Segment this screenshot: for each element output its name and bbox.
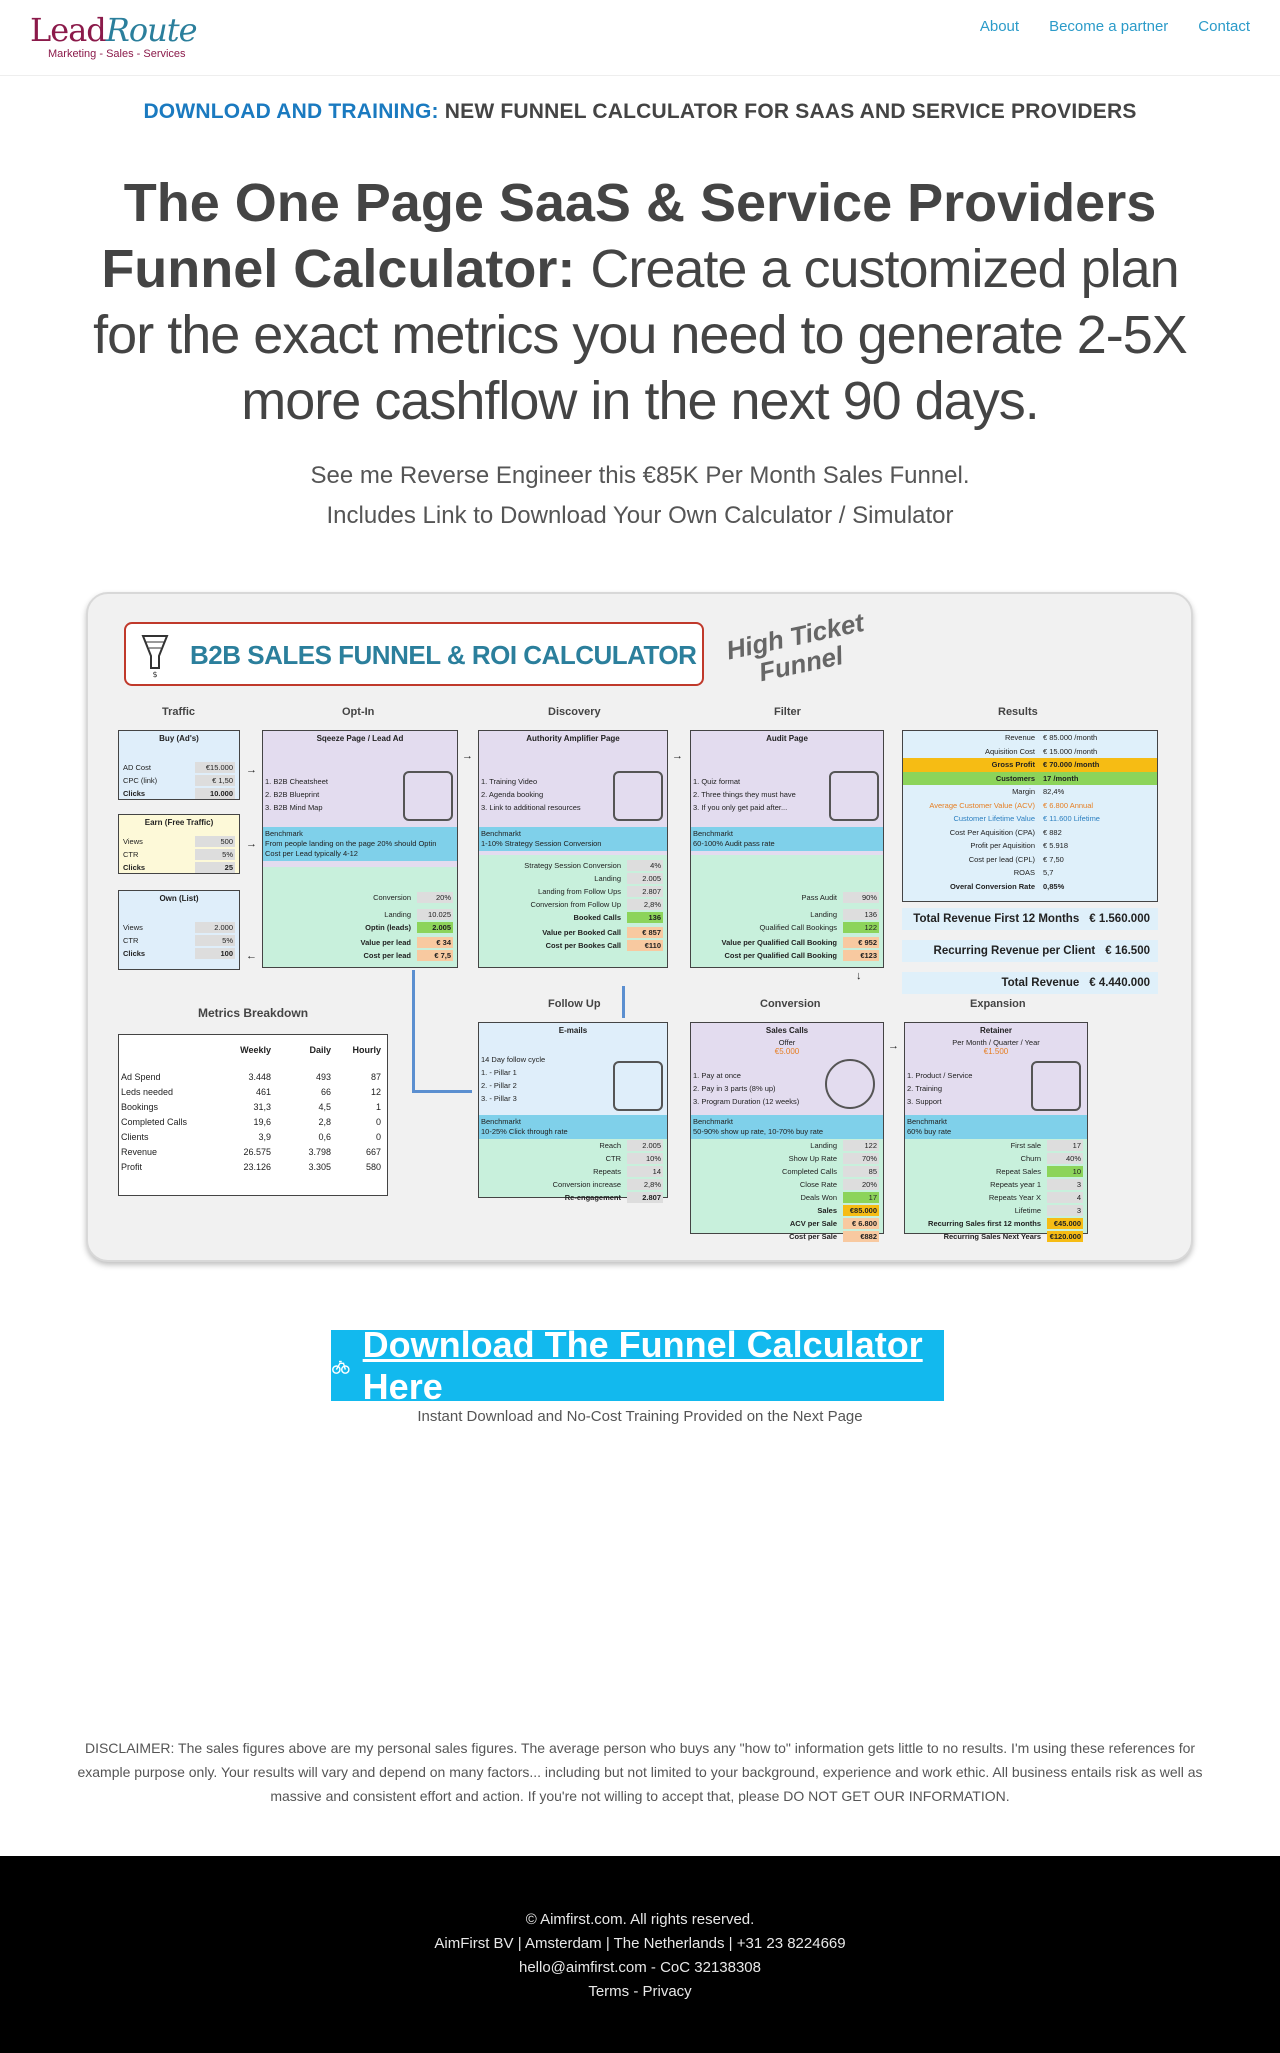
squeeze-value-per-lead-value: € 34 xyxy=(417,937,453,948)
metrics-cell: 493 xyxy=(315,1072,331,1082)
metrics-cell: 1 xyxy=(375,1102,381,1112)
audit-qualified-value: 122 xyxy=(843,922,879,933)
arrow-right-icon: → xyxy=(672,750,683,762)
footer-terms-link[interactable]: Terms xyxy=(588,1983,630,2000)
retainer-recurring-12-label: Recurring Sales first 12 months xyxy=(928,1219,1041,1228)
authority-conversion-fu-label: Conversion from Follow Up xyxy=(530,900,621,909)
nav-contact[interactable]: Contact xyxy=(1198,18,1250,35)
funnel-icon xyxy=(140,632,170,678)
result-value: € 15.000 /month xyxy=(1043,746,1098,756)
authority-booked-label: Booked Calls xyxy=(573,913,621,922)
emails-reach-label: Reach xyxy=(599,1141,621,1150)
sales-title: Sales Calls xyxy=(765,1026,809,1035)
squeeze-optin-value: 2.005 xyxy=(417,922,453,933)
authority-landing-fu-value: 2.807 xyxy=(627,886,663,897)
emails-reach-value: 2.005 xyxy=(627,1140,663,1151)
target-person-icon xyxy=(825,1059,875,1109)
emails-box xyxy=(478,1022,668,1202)
metrics-cell: 26.575 xyxy=(243,1147,271,1157)
footer-address: AimFirst BV | Amsterdam | The Netherlands | +31 23 8224669 xyxy=(434,1935,846,1952)
metrics-cell: 461 xyxy=(255,1087,271,1097)
emails-ctr-value: 10% xyxy=(627,1153,663,1164)
authority-ssc-value: 4% xyxy=(627,860,663,871)
traffic-buy-box xyxy=(118,730,240,800)
metrics-cell: 0,6 xyxy=(318,1132,331,1142)
squeeze-bench-text-2: Cost per Lead typically 4-12 xyxy=(265,849,358,858)
footer-legal xyxy=(0,1980,1280,2004)
authority-ssc-label: Strategy Session Conversion xyxy=(524,861,621,870)
funnel-calculator-image xyxy=(86,592,1193,1262)
col-traffic: Traffic xyxy=(162,706,196,718)
authority-item: 2. Agenda booking xyxy=(481,790,544,799)
download-bike-icon xyxy=(331,1355,351,1377)
retainer-repeat-value: 10 xyxy=(1047,1166,1083,1177)
buy-clicks-label: Clicks xyxy=(123,789,146,798)
result-label: Overal Conversion Rate xyxy=(949,881,1035,891)
high-ticket-label: High Ticket Funnel xyxy=(723,607,867,688)
own-title: Own (List) xyxy=(159,894,199,903)
authority-page-box xyxy=(478,730,668,968)
retainer-item: 2. Training xyxy=(907,1084,943,1093)
site-footer xyxy=(0,1856,1280,2053)
download-button-label: Download The Funnel Calculator Here xyxy=(362,1323,923,1407)
emails-repeats-label: Repeats xyxy=(593,1167,621,1176)
retainer-item: 3. Support xyxy=(907,1097,942,1106)
metrics-header: Weekly xyxy=(240,1045,271,1055)
result-value: € 85.000 /month xyxy=(1043,733,1098,742)
metrics-cell: 12 xyxy=(370,1087,381,1097)
authority-cost-booked-label: Cost per Bookes Call xyxy=(545,941,621,950)
footer-coc: - CoC 32138308 xyxy=(646,1959,761,1976)
emails-bench-label: Benchmarkt xyxy=(481,1117,522,1126)
metrics-cell: 66 xyxy=(320,1087,331,1097)
emails-conversion-value: 2,8% xyxy=(627,1179,663,1190)
sales-deals-label: Deals Won xyxy=(800,1193,837,1202)
connector-line xyxy=(412,970,415,1092)
metrics-cell: 2,8 xyxy=(318,1117,331,1127)
sales-sales-value: €85.000 xyxy=(843,1205,879,1216)
authority-landing-value: 2.005 xyxy=(627,873,663,884)
page-title xyxy=(80,170,1200,434)
emails-reengagement-label: Re-engagement xyxy=(564,1193,621,1202)
webpage-icon xyxy=(403,771,453,821)
squeeze-conversion-value: 20% xyxy=(417,892,453,903)
squeeze-item: 2. B2B Blueprint xyxy=(265,790,320,799)
result-label: Customer Lifetime Value xyxy=(953,814,1035,823)
earn-clicks-value: 25 xyxy=(195,862,235,873)
metrics-cell: 667 xyxy=(365,1147,381,1157)
emails-repeats-value: 14 xyxy=(627,1166,663,1177)
total-12-value: € 1.560.000 xyxy=(1089,913,1150,925)
arrow-down-icon: ↓ xyxy=(856,970,862,982)
kicker-highlight: DOWNLOAD AND TRAINING: xyxy=(143,100,439,123)
sales-sales-label: Sales xyxy=(817,1206,837,1215)
sales-cost-value: €882 xyxy=(843,1231,879,1242)
result-label: Cost per lead (CPL) xyxy=(968,854,1035,864)
metrics-header xyxy=(121,1043,211,1058)
metrics-title: Metrics Breakdown xyxy=(198,1006,309,1020)
metrics-cell: 580 xyxy=(365,1162,381,1172)
metrics-row xyxy=(119,1070,387,1085)
audit-cost-label: Cost per Qualified Call Booking xyxy=(724,951,837,960)
authority-booked-value: 136 xyxy=(627,912,663,923)
total-label: Total Revenue xyxy=(1001,977,1080,989)
authority-cost-booked-value: €110 xyxy=(627,940,663,951)
own-ctr-value: 5% xyxy=(195,935,235,946)
own-ctr-label: CTR xyxy=(123,936,139,945)
audit-landing-value: 136 xyxy=(843,909,879,920)
own-clicks-label: Clicks xyxy=(123,949,146,958)
sales-offer-label: Offer xyxy=(778,1038,796,1047)
audit-item: 1. Quiz format xyxy=(693,777,741,786)
video-player-icon xyxy=(613,771,663,821)
disclaimer-text: DISCLAIMER: The sales figures above are my personal sales figures. The average person who buys any "how to" information gets little to no results. I'm using these references for example purpose only. Your results will vary and depend on many factors... including but not limited to your background, experience and work ethic. All business entails risk as well as massive and consistent effort and action. If you're not willing to accept that, please DO NOT GET OUR INFORMATION. xyxy=(77,1740,1203,1804)
result-value: € 6.800 Annual xyxy=(1043,800,1094,810)
result-value: 17 /month xyxy=(1043,773,1079,783)
sales-item: 1. Pay at once xyxy=(693,1071,741,1080)
arrow-left-icon: ← xyxy=(246,950,257,962)
buy-cpc-value: € 1,50 xyxy=(195,775,235,786)
footer-separator: - xyxy=(629,1983,643,2000)
buy-clicks-value: 10.000 xyxy=(195,788,235,799)
buy-title: Buy (Ad's) xyxy=(159,734,199,743)
total-12-label: Total Revenue First 12 Months xyxy=(913,913,1080,925)
footer-privacy-link[interactable]: Privacy xyxy=(642,1983,692,2000)
sales-deals-value: 17 xyxy=(843,1192,879,1203)
metrics-row xyxy=(119,1100,387,1115)
squeeze-bench-text: From people landing on the page 20% should Optin xyxy=(265,839,437,848)
nav-become-partner[interactable]: Become a partner xyxy=(1049,18,1169,35)
metrics-header: Hourly xyxy=(352,1045,381,1055)
squeeze-title: Sqeeze Page / Lead Ad xyxy=(316,734,404,743)
calendar-icon xyxy=(829,771,879,821)
result-label: Margin xyxy=(1012,787,1035,796)
result-value: € 7,50 xyxy=(1043,854,1064,864)
logo-tagline: Marketing - Sales - Services xyxy=(48,48,186,60)
col-followup: Follow Up xyxy=(548,998,601,1010)
authority-landing-fu-label: Landing from Follow Ups xyxy=(538,887,621,896)
sales-showup-label: Show Up Rate xyxy=(788,1154,837,1163)
email-envelope-icon xyxy=(613,1061,663,1111)
result-label: Average Customer Value (ACV) xyxy=(929,800,1035,810)
retainer-first-sale-label: First sale xyxy=(1010,1141,1041,1150)
metrics-header: Daily xyxy=(309,1045,331,1055)
own-clicks-value: 100 xyxy=(195,948,235,959)
sales-showup-value: 70% xyxy=(843,1153,879,1164)
sales-benchmark xyxy=(691,1115,883,1139)
recurring-label: Recurring Revenue per Client xyxy=(933,945,1096,957)
authority-landing-label: Landing xyxy=(594,874,621,883)
audit-value-label: Value per Qualified Call Booking xyxy=(721,938,837,947)
sales-item: 2. Pay in 3 parts (8% up) xyxy=(693,1084,776,1093)
squeeze-conversion-label: Conversion xyxy=(373,893,411,902)
report-magnifier-icon xyxy=(1031,1061,1081,1111)
sales-acv-label: ACV per Sale xyxy=(789,1219,837,1228)
metrics-row xyxy=(119,1145,387,1160)
audit-value-value: € 952 xyxy=(843,937,879,948)
authority-bench-label: Benchmarkt xyxy=(481,829,522,838)
emails-title: E-mails xyxy=(558,1026,588,1035)
emails-item: 3. - Pillar 3 xyxy=(481,1094,517,1103)
headline-thin: Create a customized plan for the exact metrics you need to generate 2-5X more cashflow in the next 90 days. xyxy=(93,239,1187,431)
audit-benchmark xyxy=(691,827,883,851)
col-filter: Filter xyxy=(774,706,801,718)
sales-close-value: 20% xyxy=(843,1179,879,1190)
result-value: € 11.600 Lifetime xyxy=(1043,814,1100,823)
calculator-title: B2B SALES FUNNEL & ROI CALCULATOR xyxy=(190,640,697,670)
result-value: 82,4% xyxy=(1043,787,1065,796)
recurring-value: € 16.500 xyxy=(1105,945,1150,957)
buy-ad-cost-value: €15.000 xyxy=(195,762,235,773)
retainer-price: €1.500 xyxy=(983,1047,1009,1056)
retainer-lifetime-value: 3 xyxy=(1047,1205,1083,1216)
svg-text:$: $ xyxy=(152,670,158,678)
metrics-cell: Leds needed xyxy=(121,1087,174,1097)
calculator-banner xyxy=(124,622,704,686)
retainer-item: 1. Product / Service xyxy=(907,1071,973,1080)
authority-conversion-fu-value: 2,8% xyxy=(627,899,663,910)
retainer-repeats-yx-label: Repeats Year X xyxy=(988,1193,1041,1202)
retainer-bench-text: 60% buy rate xyxy=(907,1127,952,1136)
authority-bench-text: 1-10% Strategy Session Conversion xyxy=(481,839,602,848)
earn-title: Earn (Free Traffic) xyxy=(144,818,214,827)
metrics-cell: 3.305 xyxy=(308,1162,331,1172)
retainer-title: Retainer xyxy=(979,1026,1012,1035)
subheading-line-2: Includes Link to Download Your Own Calculator / Simulator xyxy=(326,502,954,529)
result-value: € 70.000 /month xyxy=(1043,760,1100,769)
metrics-cell: 19,6 xyxy=(253,1117,271,1127)
squeeze-landing-value: 10.025 xyxy=(417,909,453,920)
metrics-cell: 4,5 xyxy=(318,1102,331,1112)
arrow-right-icon: → xyxy=(462,750,473,762)
audit-title: Audit Page xyxy=(766,734,808,743)
sales-cost-label: Cost per Sale xyxy=(789,1232,837,1241)
result-label: Aquisition Cost xyxy=(984,746,1035,756)
subheading-line-1: See me Reverse Engineer this €85K Per Month Sales Funnel. xyxy=(310,462,970,489)
retainer-repeats-y1-value: 3 xyxy=(1047,1179,1083,1190)
result-label: Cost Per Aquisition (CPA) xyxy=(949,827,1035,837)
result-label: Profit per Aquisition xyxy=(970,841,1035,850)
retainer-benchmark xyxy=(905,1115,1087,1139)
metrics-row xyxy=(119,1115,387,1130)
metrics-cell: 31,3 xyxy=(253,1102,271,1112)
audit-pass-value: 90% xyxy=(843,892,879,903)
leadroute-logo[interactable] xyxy=(30,12,197,60)
metrics-cell: 0 xyxy=(375,1132,381,1142)
sales-landing-value: 122 xyxy=(843,1140,879,1151)
sales-acv-value: € 6.800 xyxy=(843,1218,879,1229)
earn-ctr-label: CTR xyxy=(123,850,139,859)
connector-line xyxy=(412,1090,472,1093)
arrow-right-icon: → xyxy=(888,1040,899,1052)
emails-conversion-label: Conversion increase xyxy=(552,1180,621,1189)
authority-item: 1. Training Video xyxy=(481,777,538,786)
sales-offer-price: €5.000 xyxy=(774,1047,800,1056)
arrow-right-icon: → xyxy=(246,764,257,776)
sales-calls-box xyxy=(690,1022,884,1241)
kicker-rest: NEW FUNNEL CALCULATOR FOR SAAS AND SERVICE PROVIDERS xyxy=(444,100,1137,123)
metrics-breakdown-table xyxy=(118,1034,388,1196)
emails-item: 2. - Pillar 2 xyxy=(481,1081,517,1090)
result-value: 0,85% xyxy=(1043,881,1065,891)
audit-bench-label: Benchmarkt xyxy=(693,829,734,838)
download-subtext: Instant Download and No-Cost Training Provided on the Next Page xyxy=(417,1408,863,1425)
retainer-recurring-next-value: €120.000 xyxy=(1047,1231,1083,1242)
squeeze-item: 1. B2B Cheatsheet xyxy=(265,777,328,786)
squeeze-benchmark xyxy=(263,827,457,861)
download-calculator-button[interactable] xyxy=(331,1323,944,1407)
col-results: Results xyxy=(998,706,1038,718)
own-views-label: Views xyxy=(123,923,143,932)
metrics-cell: Clients xyxy=(121,1132,149,1142)
metrics-cell: Bookings xyxy=(121,1102,159,1112)
emails-reengagement-value: 2.807 xyxy=(627,1192,663,1203)
squeeze-bench-label: Benchmark xyxy=(265,829,303,838)
sales-completed-label: Completed Calls xyxy=(781,1167,837,1176)
recurring-revenue-per-client xyxy=(902,940,1158,962)
squeeze-item: 3. B2B Mind Map xyxy=(265,803,323,812)
footer-email-link[interactable]: hello@aimfirst.com xyxy=(518,1959,647,1976)
retainer-churn-label: Churn xyxy=(1020,1154,1041,1163)
squeeze-cost-per-lead-value: € 7,5 xyxy=(417,950,453,961)
hero-kicker xyxy=(0,100,1280,124)
audit-bench-text: 60-100% Audit pass rate xyxy=(693,839,775,848)
authority-benchmark xyxy=(479,827,667,851)
metrics-cell: 0 xyxy=(375,1117,381,1127)
audit-landing-label: Landing xyxy=(810,910,837,919)
earn-ctr-value: 5% xyxy=(195,849,235,860)
traffic-own-box xyxy=(118,890,240,970)
site-header xyxy=(0,0,1280,76)
emails-item: 14 Day follow cycle xyxy=(481,1055,546,1064)
retainer-recurring-12-value: €45.000 xyxy=(1047,1218,1083,1229)
retainer-repeats-yx-value: 4 xyxy=(1047,1192,1083,1203)
metrics-cell: 23.126 xyxy=(243,1162,271,1172)
metrics-cell: Completed Calls xyxy=(121,1117,188,1127)
nav-about[interactable]: About xyxy=(979,18,1020,35)
sales-landing-label: Landing xyxy=(810,1141,837,1150)
emails-ctr-label: CTR xyxy=(605,1154,621,1163)
authority-title: Authority Amplifier Page xyxy=(526,734,620,743)
logo-wordmark xyxy=(30,12,197,48)
retainer-period: Per Month / Quarter / Year xyxy=(952,1038,1040,1047)
squeeze-optin-label: Optin (leads) xyxy=(365,923,411,932)
audit-page-box xyxy=(690,730,884,968)
main-nav xyxy=(980,18,1250,35)
total-revenue xyxy=(902,972,1158,994)
buy-ad-cost-label: AD Cost xyxy=(123,763,151,772)
total-revenue-12-months xyxy=(902,908,1158,930)
headline-bold-2: Funnel Calculator: xyxy=(101,239,576,299)
col-expansion: Expansion xyxy=(970,998,1026,1010)
earn-clicks-label: Clicks xyxy=(123,863,146,872)
metrics-cell: 3,9 xyxy=(258,1132,271,1142)
sales-close-label: Close Rate xyxy=(799,1180,837,1189)
sales-item: 3. Program Duration (12 weeks) xyxy=(693,1097,800,1106)
result-label: Revenue xyxy=(1004,733,1035,742)
buy-cpc-label: CPC (link) xyxy=(123,776,158,785)
sales-bench-text: 50-90% show up rate, 10-70% buy rate xyxy=(693,1127,824,1136)
retainer-box xyxy=(904,1022,1088,1241)
audit-item: 2. Three things they must have xyxy=(693,790,796,799)
result-label: Customers xyxy=(995,773,1035,783)
logo-lead: Lead xyxy=(30,11,106,49)
own-views-value: 2.000 xyxy=(195,922,235,933)
metrics-row xyxy=(119,1085,387,1100)
audit-qualified-label: Qualified Call Bookings xyxy=(759,923,837,932)
squeeze-value-per-lead-label: Value per lead xyxy=(360,938,411,947)
connector-line xyxy=(622,986,625,1018)
squeeze-landing-label: Landing xyxy=(384,910,411,919)
result-value: € 882 xyxy=(1043,827,1062,837)
audit-pass-label: Pass Audit xyxy=(801,893,837,902)
retainer-repeats-y1-label: Repeats year 1 xyxy=(990,1180,1041,1189)
audit-cost-value: €123 xyxy=(843,950,879,961)
hero-subheading xyxy=(0,456,1280,536)
retainer-bench-label: Benchmarkt xyxy=(907,1117,948,1126)
result-value: € 5.918 xyxy=(1043,841,1069,850)
metrics-row xyxy=(119,1160,387,1175)
authority-item: 3. Link to additional resources xyxy=(481,803,581,812)
emails-item: 1. - Pillar 1 xyxy=(481,1068,517,1077)
traffic-earn-box xyxy=(118,814,240,874)
headline-bold-1: The One Page SaaS & Service Providers xyxy=(123,173,1157,233)
col-conversion: Conversion xyxy=(760,998,821,1010)
earn-views-label: Views xyxy=(123,837,143,846)
earn-views-value: 500 xyxy=(195,836,235,847)
logo-route: Route xyxy=(105,11,197,49)
metrics-cell: Revenue xyxy=(121,1147,158,1157)
audit-item: 3. If you only get paid after... xyxy=(693,803,788,812)
retainer-recurring-next-label: Recurring Sales Next Years xyxy=(943,1232,1041,1241)
squeeze-cost-per-lead-label: Cost per lead xyxy=(363,951,411,960)
metrics-cell: Profit xyxy=(121,1162,143,1172)
authority-value-booked-label: Value per Booked Call xyxy=(542,928,621,937)
footer-copyright: © Aimfirst.com. All rights reserved. xyxy=(525,1911,755,1928)
metrics-cell: Ad Spend xyxy=(121,1072,161,1082)
retainer-first-sale-value: 17 xyxy=(1047,1140,1083,1151)
total-value: € 4.440.000 xyxy=(1089,977,1150,989)
col-optin: Opt-In xyxy=(342,706,375,718)
metrics-cell: 3.448 xyxy=(248,1072,271,1082)
sales-bench-label: Benchmarkt xyxy=(693,1117,734,1126)
metrics-cell: 87 xyxy=(370,1072,381,1082)
retainer-churn-value: 40% xyxy=(1047,1153,1083,1164)
retainer-lifetime-label: Lifetime xyxy=(1014,1206,1041,1215)
emails-bench-text: 10-25% Click through rate xyxy=(481,1127,568,1136)
results-panel xyxy=(902,730,1158,902)
result-label: Gross Profit xyxy=(991,760,1035,769)
retainer-repeat-label: Repeat Sales xyxy=(995,1167,1041,1176)
sales-completed-value: 85 xyxy=(843,1166,879,1177)
emails-benchmark xyxy=(479,1115,667,1139)
squeeze-page-box xyxy=(262,730,458,968)
result-label: ROAS xyxy=(1013,868,1035,877)
footer-contact xyxy=(0,1956,1280,1980)
authority-value-booked-value: € 857 xyxy=(627,927,663,938)
arrow-right-icon: → xyxy=(246,838,257,850)
col-discovery: Discovery xyxy=(548,706,601,718)
metrics-row xyxy=(119,1130,387,1145)
result-value: 5,7 xyxy=(1043,868,1054,877)
metrics-cell: 3.798 xyxy=(308,1147,331,1157)
